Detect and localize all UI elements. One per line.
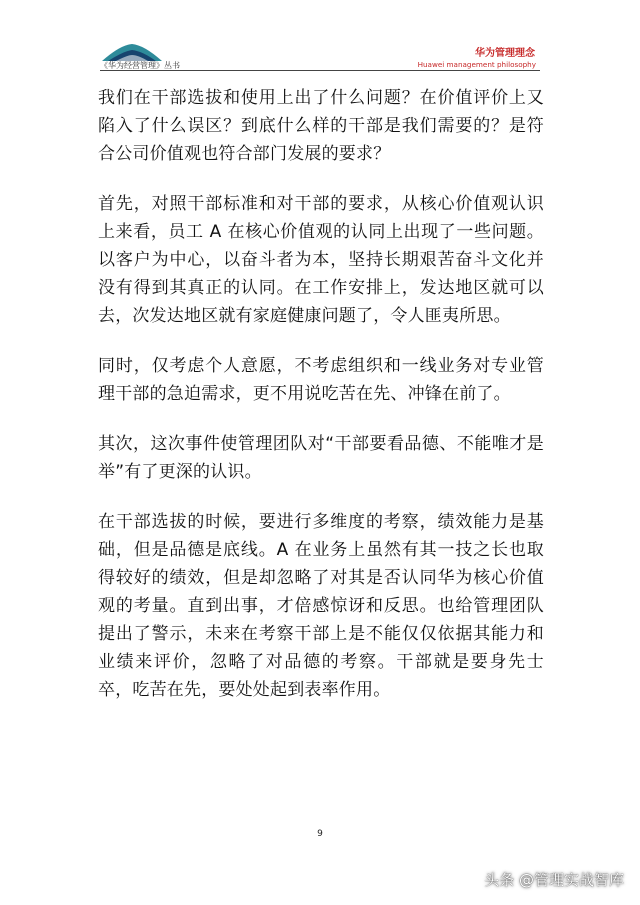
paragraph-3: 同时，仅考虑个人意愿，不考虑组织和一线业务对专业管理干部的急迫需求，更不用说吃苦在先、冲锋在前了。 <box>98 356 544 404</box>
brand-tagline: Huawei management philosophy <box>417 60 536 69</box>
paragraph-4: 其次，这次事件使管理团队对“干部要看品德、不能唯才是举”有了更深的认识。 <box>98 434 544 482</box>
page-header <box>0 0 640 72</box>
paragraph-1: 我们在干部选拔和使用上出了什么问题？在价值评价上又陷入了什么误区？到底什么样的干部是我们需要的？是符合公司价值观也符合部门发展的要求？ <box>98 88 544 164</box>
page-number: 9 <box>317 829 323 839</box>
paragraph-5: 在干部选拔的时候，要进行多维度的考察，绩效能力是基础，但是品德是底线。A 在业务上虽然有其一技之长也取得较好的绩效，但是却忽略了对其是否认同华为核心价值观的考量。直到出事，才倍感惊讶和反思。也给管理团队提出了警示，未来在考察干部上是不能仅仅依据其能力和业绩来评价，忽略了对品德的考察。干部就是要身先士卒，吃苦在先，要处处起到表率作用。 <box>98 512 544 700</box>
book-series-logo-icon <box>100 40 164 62</box>
brand-name: 华为管理理念 <box>475 48 535 59</box>
body-text <box>98 84 544 726</box>
header-divider <box>100 70 540 71</box>
source-watermark: 头条 @管理实战智库 <box>484 871 624 889</box>
paragraph-2: 首先，对照干部标准和对干部的要求，从核心价值观认识上来看，员工 A 在核心价值观的认同上出现了一些问题。以客户为中心，以奋斗者为本，坚持长期艰苦奋斗文化并没有得到其真正的认同。在工作安排上，发达地区就可以去，次发达地区就有家庭健康问题了，令人匪夷所思。 <box>98 194 544 326</box>
series-title: 《华为经营管理》丛书 <box>100 61 180 70</box>
